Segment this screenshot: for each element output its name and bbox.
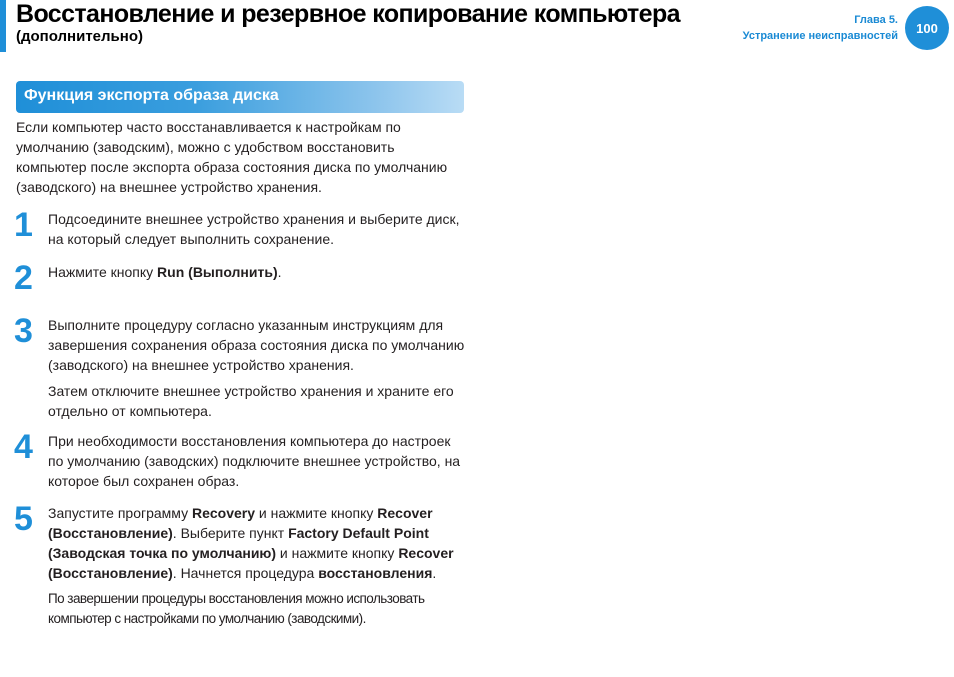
section-title: Функция экспорта образа диска [24,87,279,104]
recovery-program-reference: Recovery [191,505,256,521]
step-4 [14,428,468,491]
step-text-part: . [432,565,437,581]
step-number: 5 [14,500,33,538]
step-text-part: Запустите программу [48,505,192,521]
step-number: 4 [14,428,33,466]
recover-button-reference: Recover (Восстановление) [48,545,454,581]
step-3 [14,312,468,421]
page-subtitle: (дополнительно) [16,28,143,45]
run-button-reference: Run (Выполнить) [157,264,278,280]
step-number: 3 [14,312,33,350]
step-text: Выполните процедуру согласно указанным инструкциям для завершения сохранения образа состояния диска по умолчанию (заводского) на внешнее устройство хранения. [48,317,465,373]
page-header [0,0,954,52]
step-text: При необходимости восстановления компьютера до настроек по умолчанию (заводских) подключите внешнее устройство, на которое был сохранен образ. [48,433,461,489]
step-5 [14,500,468,629]
step-text-part: и нажмите кнопку [276,545,399,561]
step-number: 1 [14,206,33,244]
step-text-part: . Начнется процедура [172,565,319,581]
step-text-part: . [277,264,282,280]
factory-default-point-reference: Factory Default Point (Заводская точка по умолчанию) [48,525,429,561]
step-text-part: . Выберите пункт [172,525,289,541]
intro-paragraph: Если компьютер часто восстанавливается к настройкам по умолчанию (заводским), можно с удобством восстановить компьютер после экспорта образа состояния диска по умолчанию (заводского) на внешнее устройство хранения. [16,119,448,195]
step-1 [14,206,468,249]
recovery-word: восстановления [318,565,433,581]
step-text-part: Нажмите кнопку [48,264,158,280]
step-note: По завершении процедуры восстановления можно использовать компьютер с настройками по умолчанию (заводскими). [48,591,425,626]
main-content [16,117,468,629]
chapter-info [743,12,898,44]
step-text [48,262,468,282]
chapter-label: Глава 5. [854,14,898,26]
recover-button-reference: Recover (Восстановление) [48,505,433,541]
header-accent-bar [0,0,6,52]
chapter-name: Устранение неисправностей [742,30,898,42]
step-number: 2 [14,259,33,297]
page-title: Восстановление и резервное копирование компьютера [16,0,680,28]
step-extra-text: Затем отключите внешнее устройство хранения и храните его отдельно от компьютера. [48,383,454,419]
step-text [48,503,468,583]
step-text-part: и нажмите кнопку [255,505,378,521]
step-text: Подсоедините внешнее устройство хранения и выберите диск, на который следует выполнить сохранение. [48,211,460,247]
step-2 [14,259,468,297]
page-number-badge: 100 [905,6,949,50]
section-header [16,81,464,113]
